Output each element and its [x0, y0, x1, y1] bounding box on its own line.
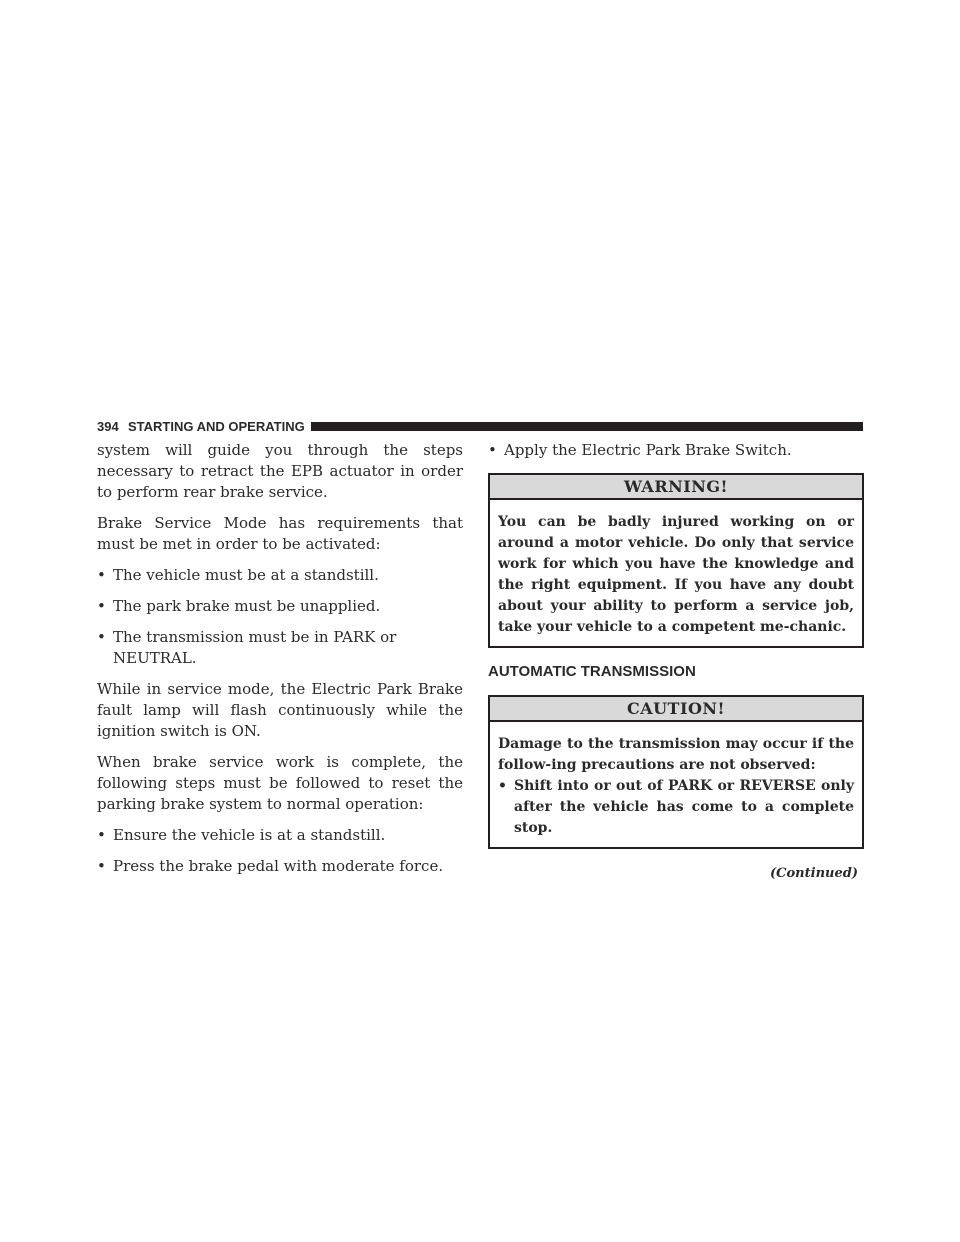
warning-title: WARNING!	[490, 475, 862, 500]
list-item: • The park brake must be unapplied.	[97, 596, 463, 617]
section-title: STARTING AND OPERATING	[128, 419, 305, 434]
left-column	[97, 440, 463, 887]
paragraph-service-mode: While in service mode, the Electric Park Brake fault lamp will flash continuously while the ignition switch is ON.	[97, 680, 463, 740]
section-heading: AUTOMATIC TRANSMISSION	[488, 663, 696, 680]
warning-box	[488, 473, 864, 648]
right-column	[488, 440, 864, 884]
list-item: • The transmission must be in PARK or NEUTRAL.	[97, 627, 463, 669]
list-item: • Apply the Electric Park Brake Switch.	[488, 440, 864, 461]
warning-body	[490, 500, 862, 646]
paragraph-requirements: Brake Service Mode has requirements that must be met in order to be activated:	[97, 514, 463, 553]
paragraph-continuation: system will guide you through the steps necessary to retract the EPB actuator in order to perform rear brake service.	[97, 441, 463, 501]
paragraph-reset-steps: When brake service work is complete, the following steps must be followed to reset the parking brake system to normal operation:	[97, 753, 463, 813]
list-item: • Press the brake pedal with moderate force.	[97, 856, 463, 877]
header-rule	[311, 422, 863, 431]
continued-note: (Continued)	[770, 866, 858, 881]
warning-text: You can be badly injured working on or around a motor vehicle. Do only that service work for which you have the knowledge and the right equipment. If you have any doubt about your ability to perform a service job, take your vehicle to a competent me-chanic.	[498, 514, 854, 635]
caution-title: CAUTION!	[490, 697, 862, 722]
caution-bullet: • Shift into or out of PARK or REVERSE only after the vehicle has come to a complete stop.	[498, 776, 854, 839]
caution-box	[488, 695, 864, 849]
page-number: 394	[97, 419, 119, 434]
caution-body	[490, 722, 862, 847]
list-item: • Ensure the vehicle is at a standstill.	[97, 825, 463, 846]
page-header	[97, 420, 863, 434]
caution-intro: Damage to the transmission may occur if the follow-ing precautions are not observed:	[498, 736, 854, 773]
list-item: • The vehicle must be at a standstill.	[97, 565, 463, 586]
